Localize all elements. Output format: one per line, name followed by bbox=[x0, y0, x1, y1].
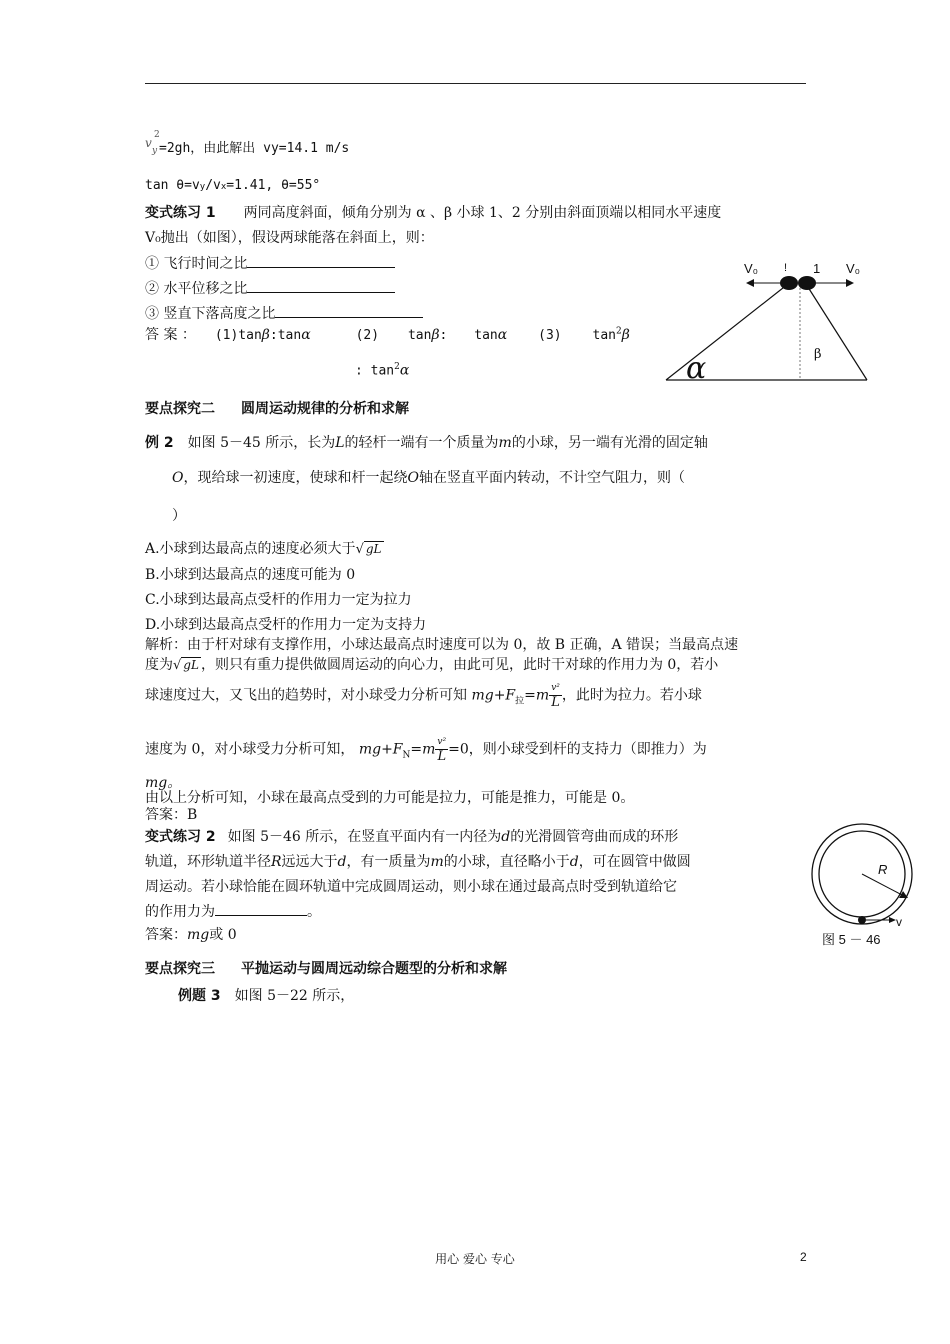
ball-1 bbox=[798, 276, 816, 290]
ring-figure-caption: 图 5 － 46 bbox=[822, 932, 881, 947]
header-rule bbox=[145, 83, 806, 84]
ring-velocity-label: v bbox=[896, 915, 902, 929]
page-number: 2 bbox=[800, 1250, 807, 1264]
example2-line1: 例 2 如图 5－45 所示，长为L的轻杆一端有一个质量为m的小球，另一端有光滑的固定轴 bbox=[145, 435, 708, 451]
example2-option-c: C.小球到达最高点受杆的作用力一定为拉力 bbox=[145, 592, 412, 608]
page-footer: 用心 爱心 专心 bbox=[435, 1252, 515, 1266]
ring-radius-label: R bbox=[878, 862, 888, 877]
analysis-line5: mg。 bbox=[145, 775, 182, 791]
var2-answer: 答案：mg或 0 bbox=[145, 927, 237, 943]
left-incline bbox=[666, 284, 788, 380]
ball-2 bbox=[780, 276, 798, 290]
section3-heading: 要点探究三 平抛运动与圆周远动综合题型的分析和求解 bbox=[145, 961, 507, 977]
example3-line: 例题 3 如图 5－22 所示， bbox=[178, 988, 355, 1004]
analysis-line1: 解析：由于杆对球有支撑作用，小球达最高点时速度可以为 0，故 B 正确，A 错误；当最高点速 bbox=[145, 637, 739, 653]
velocity-arrow-head bbox=[889, 917, 896, 923]
right-incline bbox=[806, 284, 867, 380]
var1-answer: 答 案 ： (1)tanβ:tanα (2) tanβ: tanα (3) $\tan^2\beta$ bbox=[145, 326, 630, 343]
radius-line bbox=[862, 874, 904, 896]
vy-formula-line: v y 2 =2gh，由此解出 vy=14.1 m/s bbox=[145, 130, 350, 156]
ball-1-label: 1 bbox=[813, 261, 821, 276]
example2-option-b: B.小球到达最高点的速度可能为 0 bbox=[145, 567, 356, 583]
analysis-line6: 由以上分析可知，小球在最高点受到的力可能是拉力，可能是推力，可能是 0。 bbox=[145, 790, 635, 806]
ring-ball bbox=[858, 916, 866, 924]
arrow-left-head bbox=[746, 279, 754, 287]
var1-line1: 变式练习 1 两同高度斜面，倾角分别为 α 、β 小球 1、2 分别由斜面顶端以相同水平速度 bbox=[145, 205, 722, 221]
var1-answer-cont: : $\tan^2\alpha$ bbox=[355, 362, 410, 379]
analysis-line4: 速度为 0，对小球受力分析可知， $mg+F_N=m$ $\frac{\text{v²}}{L}$ =0，则小球受到杆的支持力（即推力）为 bbox=[145, 737, 707, 764]
analysis-line2: 度为√ gL ，则只有重力提供做圆周运动的向心力，由此可见，此时干对球的作用力为 0，若小 bbox=[145, 654, 718, 674]
ring-figure bbox=[808, 822, 918, 954]
example2-line2: O，现给球一初速度，使球和杆一起绕O轴在竖直平面内转动，不计空气阻力，则（ bbox=[172, 470, 685, 486]
var2-line1: 变式练习 2 如图 5－46 所示，在竖直平面内有一内径为d的光滑圆管弯曲而成的环形 bbox=[145, 829, 679, 845]
var2-line3: 周运动。若小球恰能在圆环轨道中完成圆周运动，则小球在通过最高点时受到轨道给它 bbox=[145, 879, 677, 895]
v0-left-label: V₀ bbox=[744, 261, 759, 276]
example2-answer: 答案：B bbox=[145, 807, 198, 823]
var1-item-2: ② 水平位移之比 bbox=[145, 278, 395, 298]
var2-line2: 轨道，环形轨道半径R远远大于d，有一质量为m的小球，直径略小于d，可在圆管中做圆 bbox=[145, 854, 691, 870]
arrow-right-head bbox=[846, 279, 854, 287]
example2-line3: ） bbox=[172, 508, 186, 524]
var1-line2: V₀抛出（如图），假设两球能落在斜面上，则： bbox=[145, 230, 434, 246]
v0-right-label: V₀ bbox=[846, 261, 861, 276]
var2-line4: 的作用力为 。 bbox=[145, 904, 321, 920]
example2-option-d: D.小球到达最高点受杆的作用力一定为支持力 bbox=[145, 617, 427, 633]
var1-item-1: ① 飞行时间之比 bbox=[145, 253, 395, 273]
beta-angle-label: β bbox=[814, 347, 822, 362]
var1-item-3: ③ 竖直下落高度之比 bbox=[145, 303, 423, 323]
section2-heading: 要点探究二 圆周运动规律的分析和求解 bbox=[145, 401, 409, 417]
var1-heading: 变式练习 1 bbox=[145, 205, 216, 221]
tan-theta-line: tan θ=vy/vx=1.41, θ=55° bbox=[145, 178, 321, 193]
incline-figure bbox=[660, 258, 875, 386]
analysis-line3: 球速度过大，又飞出的趋势时，对小球受力分析可知 $mg+F_拉=m$ $\frac{\text{v²}}{L}$ ，此时为拉力。若小球 bbox=[145, 683, 702, 710]
alpha-angle-label: α bbox=[686, 351, 707, 386]
ball-2-label: ! bbox=[784, 262, 788, 274]
example2-option-a: A.小球到达最高点的速度必须大于√ gL bbox=[145, 538, 384, 558]
